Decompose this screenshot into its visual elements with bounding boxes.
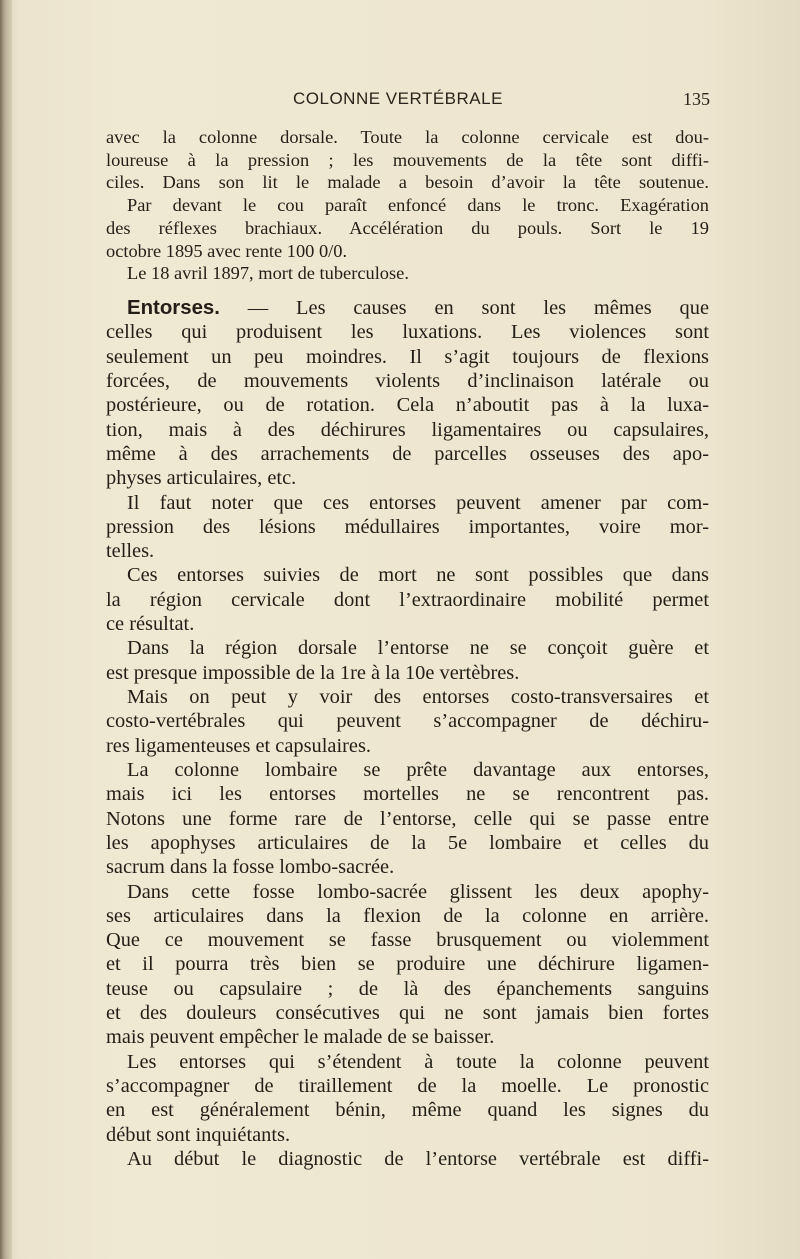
section-first-line-text: — Les causes en sont les mêmes que — [219, 297, 709, 319]
text-line: octobre 1895 avec rente 100 0/0. — [106, 240, 348, 261]
text-line: physes articulaires, etc. — [106, 467, 297, 490]
running-title: COLONNE VERTÉBRALE — [293, 89, 503, 108]
text-line: en est généralement bénin, même quand les signes du — [106, 1099, 709, 1122]
text-line: loureuse à la pression ; les mouvements de la tête sont diffi- — [106, 149, 709, 170]
text-line: postérieure, ou de rotation. Cela n’aboutit pas à la luxa- — [106, 394, 709, 417]
section-heading: Entorses. — [127, 297, 220, 319]
text-line: ce résultat. — [106, 613, 195, 636]
text-line: avec la colonne dorsale. Toute la colonne cervicale est dou- — [106, 127, 709, 147]
text-line: La colonne lombaire se prête davantage aux entorses, — [127, 758, 709, 781]
text-line: et il pourra très bien se produire une déchirure ligamen- — [106, 953, 709, 976]
text-line: Au début le diagnostic de l’entorse vertébrale est diffi- — [127, 1147, 709, 1170]
text-line: Notons une forme rare de l’entorse, celle qui se passe entre — [106, 807, 709, 830]
section-first-line — [106, 296, 709, 320]
text-line: ciles. Dans son lit le malade a besoin d’avoir la tête soutenue. — [106, 172, 709, 193]
text-line: forcées, de mouvements violents d’inclinaison latérale ou — [106, 369, 709, 392]
text-line: s’accompagner de tiraillement de la moelle. Le pronostic — [106, 1075, 709, 1097]
text-line: Ces entorses suivies de mort ne sont possibles que dans — [127, 564, 709, 587]
text-line: mais peuvent empêcher le malade de se baisser. — [106, 1026, 495, 1049]
page-header — [107, 89, 710, 113]
text-line: les apophyses articulaires de la 5e lombaire et celles du — [106, 831, 709, 854]
text-line: Dans cette fosse lombo-sacrée glissent les deux apophy- — [127, 880, 709, 903]
case-report-paragraph — [106, 126, 709, 285]
text-line: Que ce mouvement se fasse brusquement ou violemment — [106, 929, 709, 952]
text-line: telles. — [106, 540, 155, 563]
text-line: Mais on peut y voir des entorses costo-transversaires et — [127, 686, 709, 708]
text-line: même à des arrachements de parcelles osseuses des apo- — [106, 442, 709, 465]
text-line: sacrum dans la fosse lombo-sacrée. — [106, 856, 395, 879]
text-line: tion, mais à des déchirures ligamentaires ou capsulaires, — [106, 418, 709, 441]
text-line: seulement un peu moindres. Il s’agit toujours de flexions — [106, 345, 709, 368]
text-line: Par devant le cou paraît enfoncé dans le tronc. Exagération — [127, 195, 709, 216]
text-line: costo-vertébrales qui peuvent s’accompagner de déchiru- — [106, 710, 709, 733]
text-line: teuse ou capsulaire ; de là des épanchements sanguins — [106, 977, 709, 1000]
text-line: Les entorses qui s’étendent à toute la colonne peuvent — [127, 1050, 709, 1073]
text-line: mais ici les entorses mortelles ne se rencontrent pas. — [106, 783, 709, 806]
text-line: res ligamenteuses et capsulaires. — [106, 734, 371, 757]
text-line: ses articulaires dans la flexion de la colonne en arrière. — [106, 904, 709, 927]
text-line: des réflexes brachiaux. Accélération du pouls. Sort le 19 — [106, 217, 709, 238]
entorses-section — [106, 296, 709, 1171]
text-line: Dans la région dorsale l’entorse ne se conçoit guère et — [127, 637, 709, 660]
text-line: pression des lésions médullaires importantes, voire mor- — [106, 515, 709, 538]
page-number: 135 — [683, 89, 710, 109]
book-binding-edge — [0, 0, 12, 1259]
text-line: est presque impossible de la 1re à la 10e vertèbres. — [106, 661, 520, 684]
text-line: et des douleurs consécutives qui ne sont jamais bien fortes — [106, 1002, 709, 1025]
text-line: la région cervicale dont l’extraordinaire mobilité permet — [106, 588, 709, 611]
text-line: Il faut noter que ces entorses peuvent amener par com- — [127, 491, 709, 514]
text-line: celles qui produisent les luxations. Les violences sont — [106, 321, 709, 344]
text-line: début sont inquiétants. — [106, 1123, 291, 1146]
text-line: Le 18 avril 1897, mort de tuberculose. — [127, 263, 409, 284]
